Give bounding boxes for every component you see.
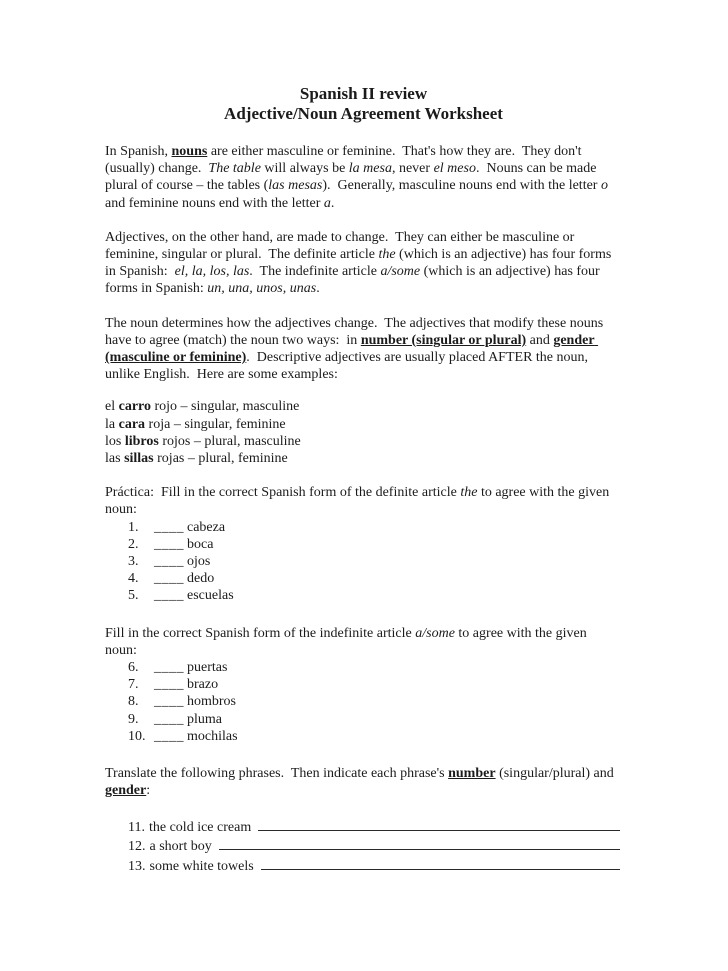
- phrase-text: a short boy: [149, 839, 212, 854]
- item-number: 11.: [128, 819, 145, 835]
- item-word: puertas: [187, 660, 228, 676]
- item-number: 7.: [128, 677, 139, 693]
- translate-items-list: [105, 817, 622, 875]
- translate-item: [128, 817, 622, 836]
- fill-in-item: [128, 728, 622, 745]
- adjectives-paragraph: Adjectives, on the other hand, are made to change. They can either be masculine or feminine, singular or plural. The definite article the (which is an adjective) has four forms in Spanish: el, la, los, las. The indefinite article a/some (which is an adjective) has four forms in Spanish: un, una, unos, unas.: [105, 229, 615, 297]
- example-line: el carro rojo – singular, masculine: [105, 399, 300, 415]
- item-number: 2.: [128, 536, 139, 552]
- item-number: 1.: [128, 519, 139, 535]
- translate-exercise-instructions: Translate the following phrases. Then indicate each phrase's number (singular/plural) and gender:: [105, 766, 618, 799]
- answer-blank: ____: [154, 677, 184, 693]
- item-word: dedo: [187, 571, 215, 587]
- example-line: las sillas rojas – plural, feminine: [105, 451, 288, 467]
- answer-blank: ____: [154, 571, 184, 587]
- item-number: 6.: [128, 660, 139, 676]
- item-number: 3.: [128, 554, 139, 570]
- agreement-paragraph: The noun determines how the adjectives change. The adjectives that modify these nouns have to agree (match) the noun two ways: in number (singular or plural) and gender (masculine or feminine). Descriptive adjectives are usually placed AFTER the noun, unlike English. Here are some examples:: [105, 315, 607, 383]
- item-word: escuelas: [187, 588, 234, 604]
- example-line: los libros rojos – plural, masculine: [105, 433, 301, 449]
- nouns-intro-paragraph: In Spanish, nouns are either masculine or feminine. That's how they are. They don't (usually) change. The table will always be la mesa, never el meso. Nouns can be made plural of course – the tables (las mesas). Generally, masculine nouns end with the letter o and feminine nouns end with the letter a.: [105, 144, 612, 211]
- item-number: 10.: [128, 728, 146, 744]
- answer-line: [261, 856, 620, 870]
- examples-list: [105, 398, 622, 467]
- answer-blank: ____: [154, 554, 184, 570]
- item-number: 12.: [128, 839, 146, 854]
- answer-blank: ____: [154, 519, 184, 535]
- fill-in-item: [128, 570, 622, 587]
- phrase-text: some white towels: [149, 858, 254, 874]
- worksheet-title-line-1: Spanish II review: [299, 84, 428, 103]
- item-word: cabeza: [187, 519, 226, 535]
- fill-in-item: [128, 536, 622, 553]
- answer-line: [219, 836, 620, 850]
- fill-in-item: [128, 587, 622, 604]
- item-number: 9.: [128, 711, 139, 727]
- answer-line: [258, 817, 620, 831]
- answer-blank: ____: [154, 536, 184, 552]
- item-word: boca: [187, 536, 214, 552]
- answer-blank: ____: [154, 711, 184, 727]
- item-number: 4.: [128, 571, 139, 587]
- phrase-text: the cold ice cream: [148, 819, 252, 835]
- answer-blank: ____: [154, 694, 184, 710]
- translate-item: [128, 836, 622, 855]
- indefinite-items-list: [105, 659, 622, 745]
- definite-exercise-instructions: Práctica: Fill in the correct Spanish form of the definite article the to agree with the given noun:: [105, 485, 613, 518]
- fill-in-item: [128, 693, 622, 710]
- item-number: 5.: [128, 588, 139, 604]
- item-word: brazo: [187, 677, 219, 693]
- answer-blank: ____: [154, 588, 184, 604]
- fill-in-item: [128, 519, 622, 536]
- indefinite-exercise-instructions: Fill in the correct Spanish form of the indefinite article a/some to agree with the given noun:: [105, 625, 591, 658]
- answer-blank: ____: [154, 728, 184, 744]
- fill-in-item: [128, 659, 622, 676]
- item-word: mochilas: [187, 728, 238, 744]
- worksheet-title-line-2: Adjective/Noun Agreement Worksheet: [224, 104, 503, 123]
- example-line: la cara roja – singular, feminine: [105, 416, 286, 432]
- item-word: pluma: [187, 711, 222, 727]
- definite-items-list: [105, 519, 622, 605]
- item-word: hombros: [187, 694, 236, 710]
- fill-in-item: [128, 711, 622, 728]
- item-number: 13.: [128, 858, 146, 874]
- worksheet-title: [105, 84, 622, 124]
- fill-in-item: [128, 676, 622, 693]
- item-number: 8.: [128, 694, 139, 710]
- item-word: ojos: [187, 554, 211, 570]
- fill-in-item: [128, 553, 622, 570]
- translate-item: [128, 856, 622, 875]
- answer-blank: ____: [154, 660, 184, 676]
